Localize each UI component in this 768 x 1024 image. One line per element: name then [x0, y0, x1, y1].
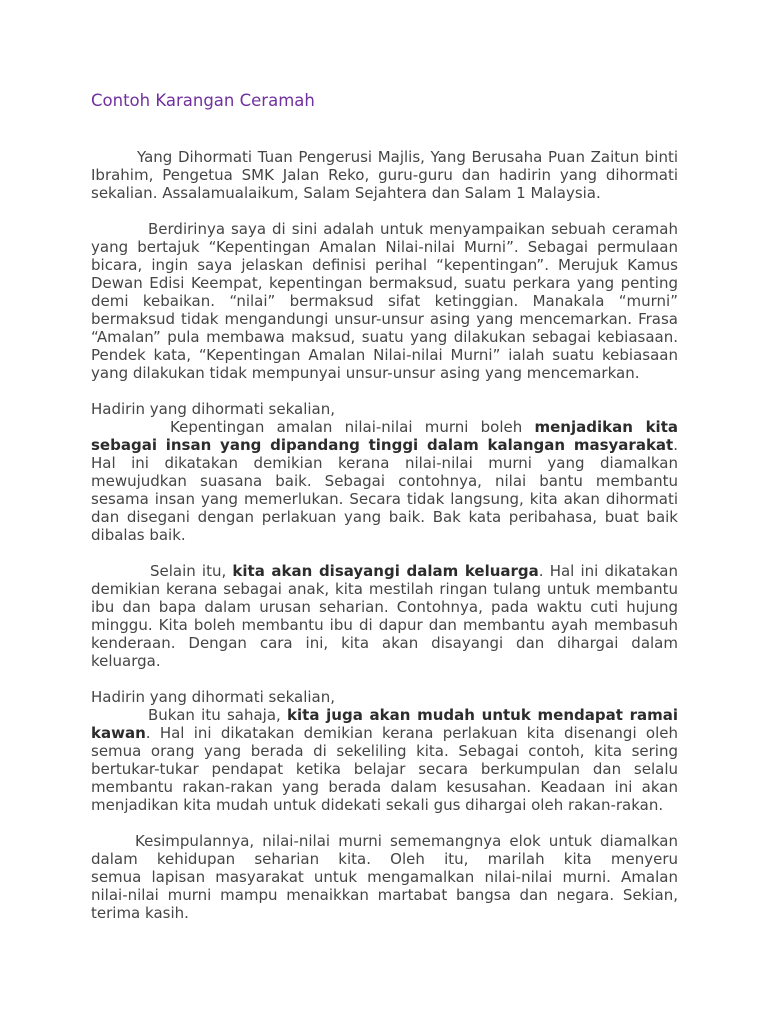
text-line: terima kasih.	[91, 904, 189, 922]
paragraph-point-1	[91, 418, 678, 544]
text-line: Kesimpulannya, nilai-nilai murni sememangnya elok untuk diamalkan	[135, 832, 678, 850]
text-line: menjadikan kita mudah untuk didekati sekali gus dihargai oleh rakan-rakan.	[91, 796, 664, 814]
emphasized-text: kita juga akan mudah untuk mendapat ramai	[287, 706, 678, 724]
text-line	[91, 706, 678, 724]
text-line: demikian kerana sebagai anak, kita mestilah ringan tulang untuk membantu	[91, 580, 678, 598]
text-line: Hal ini dikatakan demikian kerana nilai-nilai murni yang diamalkan	[91, 454, 678, 472]
document-title: Contoh Karangan Ceramah	[91, 91, 315, 110]
text-line: Pendek kata, “Kepentingan Amalan Nilai-nilai Murni” ialah suatu kebiasaan	[91, 346, 678, 364]
text-run: Selain itu,	[150, 562, 233, 580]
emphasized-text: kawan	[91, 724, 146, 742]
text-line: membantu rakan-rakan yang berada dalam kesusahan. Keadaan ini akan	[91, 778, 678, 796]
text-line: minggu. Kita boleh membantu ibu di dapur dan membantu ayah membasuh	[91, 616, 678, 634]
text-line: sekalian. Assalamualaikum, Salam Sejahtera dan Salam 1 Malaysia.	[91, 184, 601, 202]
text-line: dibalas baik.	[91, 526, 186, 544]
emphasized-text: kita akan disayangi dalam keluarga	[232, 562, 539, 580]
text-run: Bukan itu sahaja,	[148, 706, 288, 724]
paragraph-point-3	[91, 706, 678, 814]
text-line: Hadirin yang dihormati sekalian,	[91, 400, 335, 418]
text-line: mewujudkan suasana baik. Sebagai contohnya, nilai bantu membantu	[91, 472, 678, 490]
text-line: Ibrahim, Pengetua SMK Jalan Reko, guru-guru dan hadirin yang dihormati	[91, 166, 678, 184]
text-line	[91, 724, 678, 742]
text-run: Kepentingan amalan nilai-nilai murni boleh	[170, 418, 535, 436]
paragraph-conclusion	[91, 832, 678, 922]
text-line: demi kebaikan. “nilai” bermaksud sifat ketinggian. Manakala “murni”	[91, 292, 678, 310]
text-line: nilai-nilai murni mampu menaikkan martabat bangsa dan negara. Sekian,	[91, 886, 678, 904]
text-line: dalam kehidupan seharian kita. Oleh itu, marilah kita menyeru	[91, 850, 678, 868]
text-line	[91, 436, 678, 454]
text-line: bermaksud tidak mengandungi unsur-unsur asing yang mencemarkan. Frasa	[91, 310, 678, 328]
text-line: ibu dan bapa dalam urusan seharian. Contohnya, pada waktu cuti hujung	[91, 598, 678, 616]
text-line: semua orang yang berada di sekeliling kita. Sebagai contoh, kita sering	[91, 742, 678, 760]
emphasized-text: sebagai insan yang dipandang tinggi dalam kalangan masyarakat	[91, 436, 674, 454]
text-line: yang bertajuk “Kepentingan Amalan Nilai-nilai Murni”. Sebagai permulaan	[91, 238, 678, 256]
text-line: sesama insan yang memerlukan. Secara tidak langsung, kita akan dihormati	[91, 490, 678, 508]
text-line: kenderaan. Dengan cara ini, kita akan disayangi dan dihargai dalam	[91, 634, 678, 652]
text-run: .	[673, 436, 678, 454]
document-page	[91, 92, 678, 940]
text-line: dan disegani dengan perlakuan yang baik. Bak kata peribahasa, buat baik	[91, 508, 678, 526]
text-line: Dewan Edisi Keempat, kepentingan bermaksud, suatu perkara yang penting	[91, 274, 678, 292]
text-line: bertukar-tukar pendapat ketika belajar secara berkumpulan dan selalu	[91, 760, 678, 778]
paragraph-point-2	[91, 562, 678, 670]
text-line	[91, 562, 678, 580]
text-line: yang dilakukan tidak mempunyai unsur-unsur asing yang mencemarkan.	[91, 364, 640, 382]
paragraph-introduction	[91, 220, 678, 382]
paragraph-greeting	[91, 148, 678, 202]
text-run: . Hal ini dikatakan	[538, 562, 678, 580]
paragraph-address-1	[91, 400, 678, 418]
text-line	[91, 418, 678, 436]
text-line: Berdirinya saya di sini adalah untuk menyampaikan sebuah ceramah	[148, 220, 678, 238]
text-line: semua lapisan masyarakat untuk mengamalkan nilai-nilai murni. Amalan	[91, 868, 678, 886]
emphasized-text: menjadikan kita	[534, 418, 678, 436]
text-line: bicara, ingin saya jelaskan definisi perihal “kepentingan”. Merujuk Kamus	[91, 256, 678, 274]
text-run: . Hal ini dikatakan demikian kerana perlakuan kita disenangi oleh	[145, 724, 678, 742]
text-line: “Amalan” pula membawa maksud, suatu yang dilakukan sebagai kebiasaan.	[91, 328, 678, 346]
text-line: Yang Dihormati Tuan Pengerusi Majlis, Yang Berusaha Puan Zaitun binti	[137, 148, 678, 166]
text-line: Hadirin yang dihormati sekalian,	[91, 688, 335, 706]
text-line: keluarga.	[91, 652, 161, 670]
paragraph-address-2	[91, 688, 678, 706]
